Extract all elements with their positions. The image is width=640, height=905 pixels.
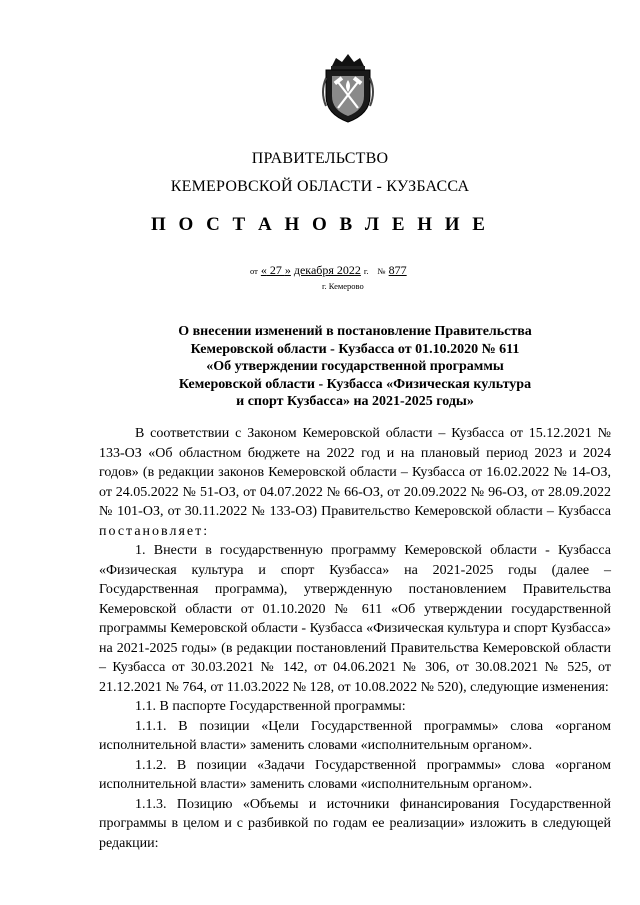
region-heading: КЕМЕРОВСКОЙ ОБЛАСТИ - КУЗБАССА [170, 178, 470, 195]
paragraph-1-1-1: 1.1.1. В позиции «Цели Государственной программы» слова «органом исполнительной власти» заменить словами «исполнительным органом». [99, 718, 611, 753]
date-month-year: декабря 2022 [293, 263, 361, 277]
paragraph-1: 1. Внести в государственную программу Кемеровской области - Кузбасса «Физическая культура и спорт Кузбасса» на 2021-2025 годы (далее – Государственная программа), утвержденную постановлением Правительства Кемеровской области от 01.10.2020 № 611 «Об утверждении государственной программы Кемеровской области - Кузбасса «Физическая культура и спорт Кузбасса» на 2021-2025 годы» (в редакции постановлений Правительства Кемеровской области – Кузбасса от 30.03.2021 № 142, от 04.06.2021 № 306, от 30.08.2021 № 525, от 21.12.2021 № 764, от 11.03.2022 № 128, от 10.08.2022 № 520), следующие изменения: [99, 543, 611, 695]
city-label: г. Кемерово [322, 281, 364, 291]
document-number: 877 [388, 263, 407, 277]
decree-verb: постановляет: [99, 523, 210, 539]
paragraph-1-1-2: 1.1.2. В позиции «Задачи Государственной программы» слова «органом исполнительной власти» заменить словами «исполнительным органом». [99, 757, 611, 792]
paragraph-1-1: 1.1. В паспорте Государственной программы: [135, 699, 406, 714]
title-line: О внесении изменений в постановление Правительства [178, 324, 532, 339]
government-heading: ПРАВИТЕЛЬСТВО [251, 150, 389, 167]
title-line: Кемеровской области - Кузбасса «Физическая культура [178, 376, 532, 392]
date-day: « 27 » [260, 263, 291, 277]
date-number-line [250, 263, 550, 278]
paragraph-1-1-3: 1.1.3. Позицию «Объемы и источники финансирования Государственной программы в целом и с разбивкой по годам ее реализации» изложить в следующей редакции: [99, 796, 611, 851]
date-from-label: от [250, 266, 258, 276]
document-number-label: № [377, 266, 386, 276]
document-type-heading: П О С Т А Н О В Л Е Н И Е [151, 214, 489, 235]
title-line: Кемеровской области - Кузбасса от 01.10.2020 № 611 [190, 341, 520, 357]
preamble-paragraph: В соответствии с Законом Кемеровской области – Кузбасса от 15.12.2021 № 133-ОЗ «Об областном бюджете на 2022 год и на плановый период 2023 и 2024 годов» (в редакции законов Кемеровской области – Кузбасса от 16.02.2022 № 14-ОЗ, от 24.05.2022 № 51-ОЗ, от 04.07.2022 № 66-ОЗ, от 20.09.2022 № 96-ОЗ, от 28.09.2022 № 101-ОЗ, от 30.11.2022 № 133-ОЗ) Правительство Кемеровской области – Кузбасса постановляет: [99, 426, 611, 539]
kemerovo-coat-of-arms-emblem [318, 52, 378, 126]
title-line: и спорт Кузбасса» на 2021-2025 годы» [236, 394, 474, 410]
document-title [130, 323, 580, 411]
document-body [99, 424, 611, 853]
date-year-suffix: г. [363, 266, 369, 276]
title-line: «Об утверждении государственной программы [206, 359, 504, 375]
